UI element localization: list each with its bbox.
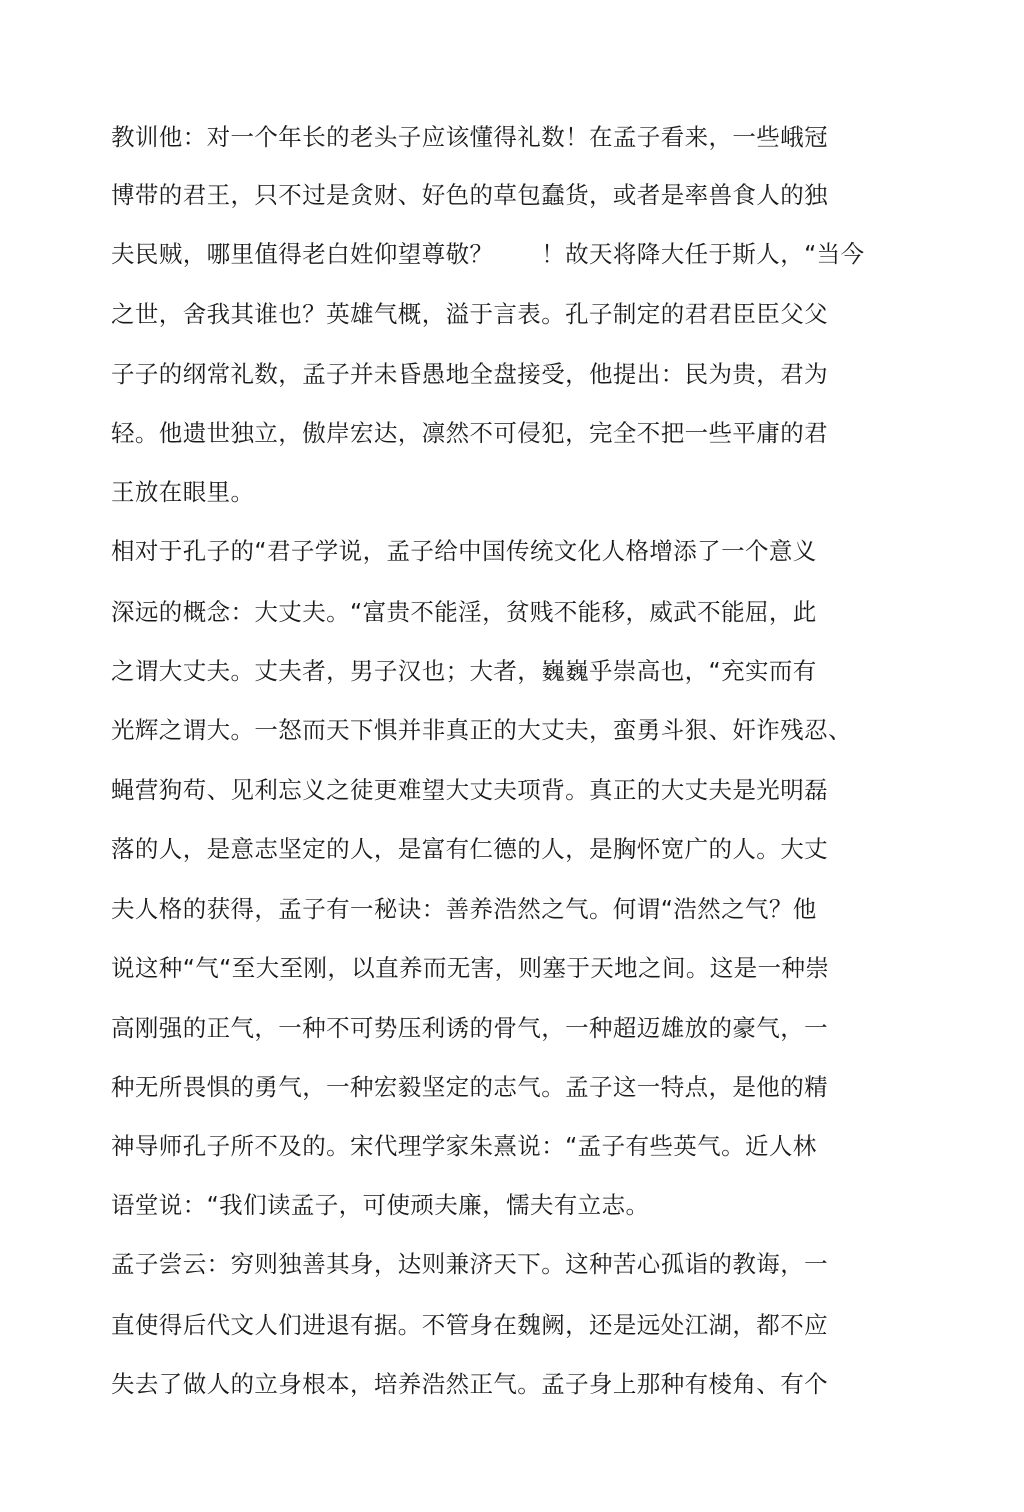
text-line: 语堂说：“我们读孟子，可使顽夫廉，懦夫有立志。 [111,1191,650,1219]
text-line: 博带的君王，只不过是贪财、好色的草包蠢货，或者是率兽食人的独 [111,181,828,209]
text-line: 失去了做人的立身根本，培养浩然正气。孟子身上那种有棱角、有个 [111,1370,828,1398]
text-line: 蝇营狗苟、见利忘义之徒更难望大丈夫项背。真正的大丈夫是光明磊 [111,776,828,804]
text-line: 之谓大丈夫。丈夫者，男子汉也；大者，巍巍乎崇高也，“充实而有 [111,657,817,685]
text-line: 夫人格的获得，孟子有一秘诀：善养浩然之气。何谓“浩然之气？他 [111,895,817,923]
text-line: 直使得后代文人们进退有据。不管身在魏阙，还是远处江湖，都不应 [111,1311,828,1339]
text-line: 深远的概念：大丈夫。“富贵不能淫，贫贱不能移，威武不能屈，此 [111,598,817,626]
text-line: 王放在眼里。 [111,478,255,506]
text-line: 之世，舍我其谁也？英雄气概，溢于言表。孔子制定的君君臣臣父父 [111,300,828,328]
text-line: 高刚强的正气，一种不可势压利诱的骨气，一种超迈雄放的豪气，一 [111,1014,828,1042]
text-line: 教训他：对一个年长的老头子应该懂得礼数！在孟子看来，一些峨冠 [111,123,828,151]
text-line: 神导师孔子所不及的。宋代理学家朱熹说：“孟子有些英气。近人林 [111,1132,817,1160]
text-line: 夫民贼，哪里值得老白姓仰望尊敬？ ！故天将降大任于斯人，“当今 [111,240,865,268]
text-line: 相对于孔子的“君子学说，孟子给中国传统文化人格增添了一个意义 [111,537,817,565]
text-line: 轻。他遗世独立，傲岸宏达，凛然不可侵犯，完全不把一些平庸的君 [111,419,828,447]
text-line: 说这种“气“至大至刚，以直养而无害，则塞于天地之间。这是一种崇 [111,954,830,982]
text-line: 光辉之谓大。一怒而天下惧并非真正的大丈夫，蛮勇斗狠、奸诈残忍、 [111,716,852,744]
text-line: 孟子尝云：穷则独善其身，达则兼济天下。这种苦心孤诣的教诲，一 [111,1250,828,1278]
text-line: 落的人，是意志坚定的人，是富有仁德的人，是胸怀宽广的人。大丈 [111,835,828,863]
text-line: 种无所畏惧的勇气，一种宏毅坚定的志气。孟子这一特点，是他的精 [111,1073,828,1101]
text-line: 子子的纲常礼数，孟子并未昏愚地全盘接受，他提出：民为贵，君为 [111,360,828,388]
